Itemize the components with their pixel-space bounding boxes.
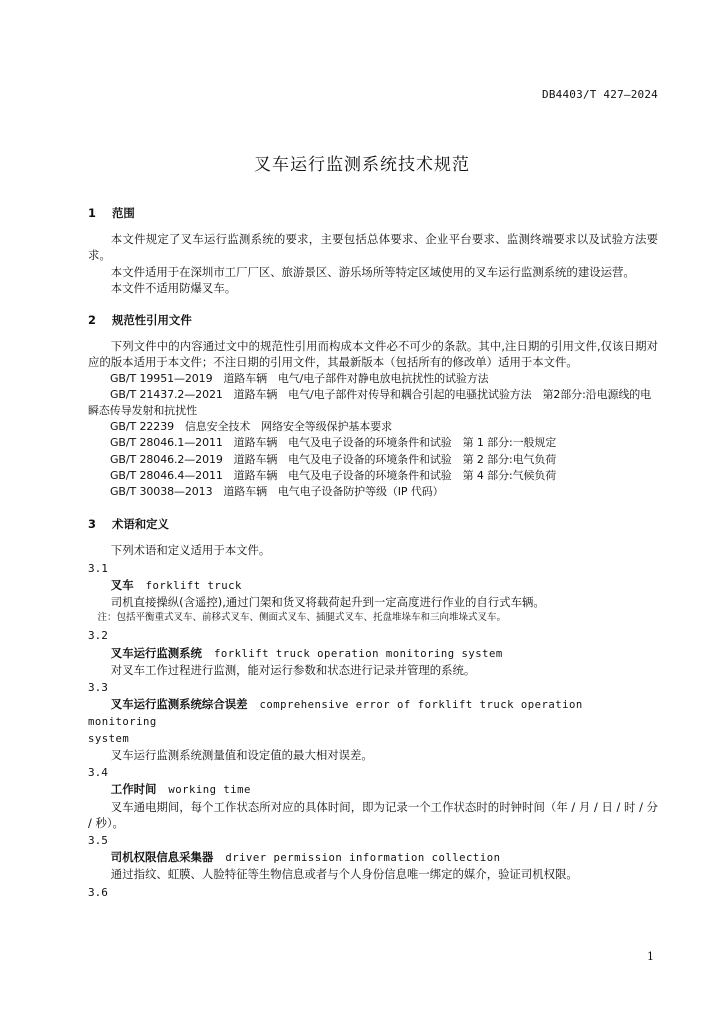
term-en: forklift truck [145, 579, 242, 592]
term-number: 3.3 [88, 681, 108, 695]
term-number: 3.1 [88, 561, 108, 575]
term-en: forklift truck operation monitoring system [213, 647, 503, 660]
section-heading-normative-references: 2 规范性引用文件 [88, 313, 192, 328]
reference-item: GB/T 22239 信息安全技术 网络安全等级保护基本要求 [110, 420, 392, 434]
term-title [88, 577, 658, 594]
term-note: 注：包括平衡重式叉车、前移式叉车、侧面式叉车、插腿式叉车、托盘堆垛车和三向堆垛式叉车。 [97, 612, 507, 624]
reference-item: GB/T 28046.1—2011 道路车辆 电气及电子设备的环境条件和试验 第 1 部分:一般规定 [110, 436, 557, 450]
term-title [88, 849, 658, 866]
paragraph: 下列文件中的内容通过文中的规范性引用而构成本文件必不可少的条款。其中,注日期的引用文件,仅该日期对应的版本适用于本文件；不注日期的引用文件，其最新版本（包括所有的修改单）适用于本文件。 [88, 339, 658, 370]
term-en: comprehensive error of forklift truck operation monitoring [88, 699, 583, 729]
paragraph: 下列术语和定义适用于本文件。 [110, 543, 271, 558]
document-title: 叉车运行监测系统技术规范 [254, 155, 470, 175]
term-en-continued: system [88, 732, 130, 745]
paragraph: 本文件规定了叉车运行监测系统的要求，主要包括总体要求、企业平台要求、监测终端要求以及试验方法要求。 [88, 232, 658, 263]
term-title [88, 781, 658, 798]
term-title [88, 645, 658, 662]
term-zh: 叉车运行监测系统 [110, 645, 202, 660]
term-zh: 叉车 [110, 577, 134, 592]
reference-item: GB/T 21437.2—2021 道路车辆 电气/电子部件对传导和耦合引起的电骚扰试验方法 第2部分:沿电源线的电瞬态传导发射和抗扰性 [88, 387, 652, 418]
term-title [88, 696, 658, 730]
document-body [88, 205, 658, 901]
term-number: 3.2 [88, 629, 108, 643]
term-definition: 叉车运行监测系统测量值和设定值的最大相对误差。 [110, 747, 373, 762]
reference-item: GB/T 28046.4—2011 道路车辆 电气及电子设备的环境条件和试验 第 4 部分:气候负荷 [110, 468, 557, 482]
term-en: driver permission information collection [225, 852, 501, 865]
term-definition: 对叉车工作过程进行监测，能对运行参数和状态进行记录并管理的系统。 [110, 662, 476, 677]
section-heading-terms: 3 术语和定义 [88, 517, 169, 532]
paragraph: 本文件不适用防爆叉车。 [110, 280, 237, 295]
term-number: 3.5 [88, 833, 108, 847]
term-zh: 工作时间 [110, 782, 157, 797]
term-zh: 司机权限信息采集器 [110, 850, 214, 865]
term-zh: 叉车运行监测系统综合误差 [110, 697, 248, 712]
paragraph: 本文件适用于在深圳市工厂厂区、旅游景区、游乐场所等特定区域使用的叉车运行监测系统的建设运营。 [110, 264, 635, 279]
reference-item: GB/T 28046.2—2019 道路车辆 电气及电子设备的环境条件和试验 第 2 部分:电气负荷 [110, 452, 557, 466]
page-number: 1 [647, 950, 654, 963]
reference-item: GB/T 30038—2013 道路车辆 电气电子设备防护等级（IP 代码） [110, 485, 444, 499]
term-definition: 司机直接操纵(含遥控),通过门架和货叉将载荷起升到一定高度进行作业的自行式车辆。 [110, 595, 545, 610]
standard-code: DB4403/T 427—2024 [542, 88, 658, 101]
term-number: 3.6 [88, 885, 108, 899]
term-definition: 通过指纹、虹膜、人脸特征等生物信息或者与个人身份信息唯一绑定的媒介，验证司机权限。 [110, 867, 578, 882]
reference-item: GB/T 19951—2019 道路车辆 电气/电子部件对静电放电抗扰性的试验方法 [110, 371, 489, 385]
section-heading-scope: 1 范围 [88, 206, 135, 220]
term-number: 3.4 [88, 766, 108, 780]
term-definition: 叉车通电期间，每个工作状态所对应的具体时间，即为记录一个工作状态时的时钟时间（年 / 月 / 日 / 时 / 分 / 秒）。 [88, 799, 658, 830]
term-en: working time [168, 784, 251, 797]
